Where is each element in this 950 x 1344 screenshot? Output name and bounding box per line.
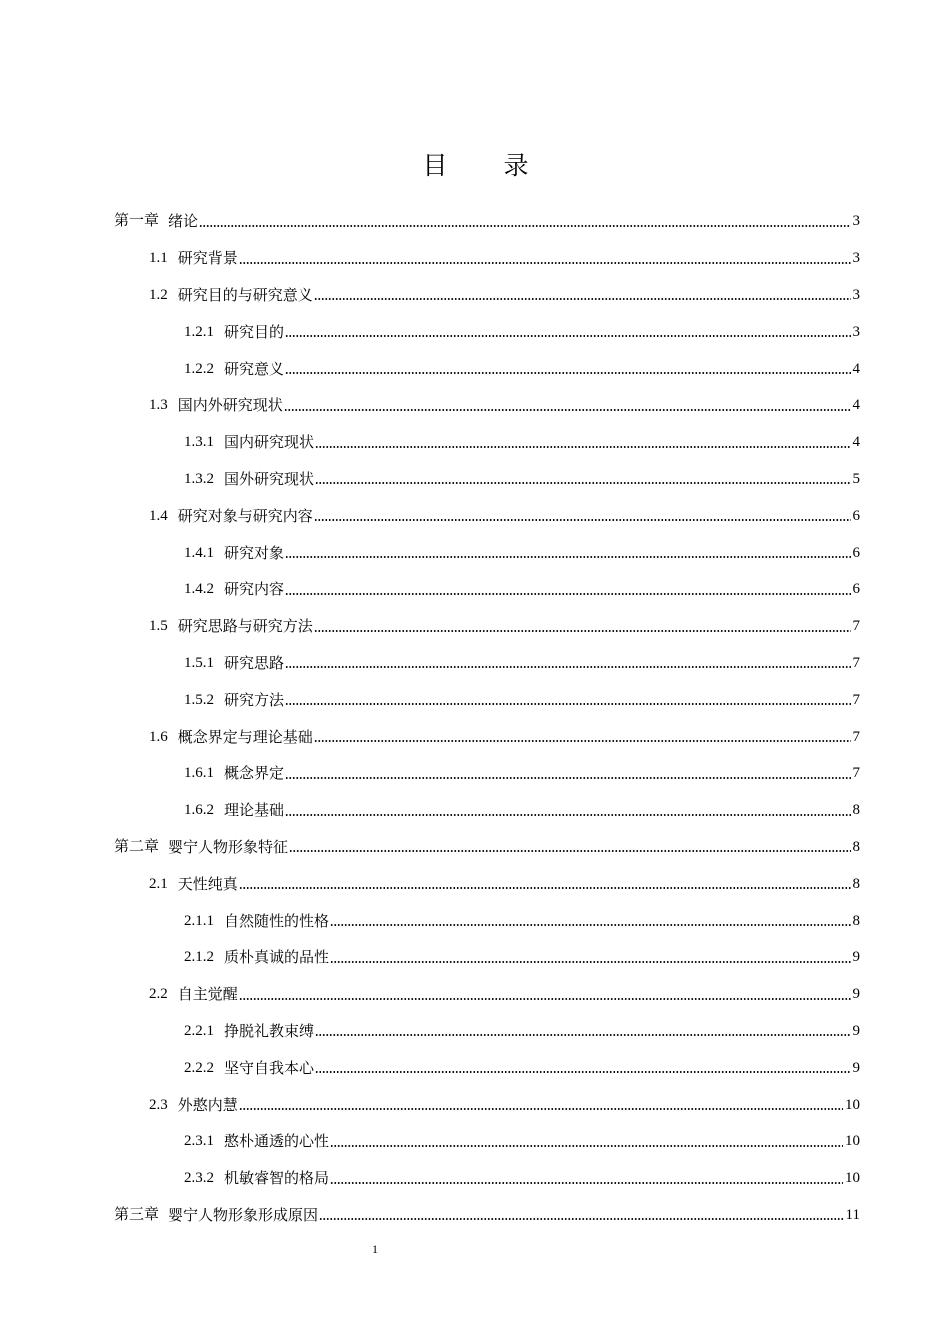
toc-entry-title: 研究背景	[177, 249, 238, 268]
toc-entry-number: 1.1	[149, 250, 168, 267]
toc-entry[interactable]	[0, 976, 950, 1013]
toc-entry-title: 绪论	[168, 212, 199, 231]
toc-entry-number: 2.1.1	[184, 912, 214, 929]
toc-entry-title: 研究对象与研究内容	[177, 506, 313, 525]
toc-entry-page: 9	[852, 949, 860, 966]
dot-leader	[289, 849, 850, 853]
toc-entry-title: 理论基础	[224, 801, 285, 820]
dot-leader	[285, 592, 850, 596]
toc-entry[interactable]	[0, 829, 950, 866]
toc-entry-page: 7	[852, 618, 860, 635]
toc-entry-page: 8	[852, 838, 860, 855]
toc-entry[interactable]	[0, 571, 950, 608]
toc-entry[interactable]	[0, 461, 950, 498]
toc-entry-page: 5	[852, 470, 860, 487]
toc-entry-page: 3	[852, 323, 860, 340]
toc-entry-page: 8	[852, 912, 860, 929]
toc-entry-title: 天性纯真	[177, 874, 238, 893]
toc-entry-title: 坚守自我本心	[224, 1058, 315, 1077]
toc-entry-number: 第一章	[114, 213, 160, 230]
toc-entry-page: 3	[852, 213, 860, 230]
dot-leader	[285, 702, 850, 706]
toc-entry[interactable]	[0, 203, 950, 240]
dot-leader	[284, 408, 851, 412]
dot-leader	[330, 1144, 843, 1148]
toc-entry[interactable]	[0, 1049, 950, 1086]
toc-entry-page: 9	[852, 986, 860, 1003]
toc-entry-page: 8	[852, 875, 860, 892]
toc-entry-title: 研究目的	[224, 322, 285, 341]
toc-entry-title: 挣脱礼教束缚	[224, 1021, 315, 1040]
toc-entry-page: 8	[852, 802, 860, 819]
toc-entry-title: 外憨内慧	[177, 1095, 238, 1114]
toc-entry-page: 4	[852, 434, 860, 451]
toc-entry-title: 研究方法	[224, 690, 285, 709]
toc-entry-title: 概念界定与理论基础	[177, 727, 313, 746]
dot-leader	[239, 886, 851, 890]
page-number: 1	[372, 1242, 378, 1256]
toc-entry[interactable]	[0, 534, 950, 571]
toc-entry-number: 1.2.2	[184, 360, 214, 377]
dot-leader	[330, 1181, 843, 1185]
dot-leader	[315, 445, 850, 449]
toc-entry-page: 10	[845, 1133, 860, 1150]
toc-entry-number: 2.3	[149, 1096, 168, 1113]
toc-entry[interactable]	[0, 497, 950, 534]
toc-entry-page: 3	[852, 250, 860, 267]
toc-entry-title: 机敏睿智的格局	[224, 1169, 330, 1188]
dot-leader	[239, 1107, 843, 1111]
toc-entry[interactable]	[0, 902, 950, 939]
dot-leader	[239, 261, 851, 265]
toc-entry-page: 11	[845, 1206, 860, 1223]
dot-leader	[285, 813, 850, 817]
dot-leader	[314, 518, 851, 522]
dot-leader	[319, 1217, 844, 1221]
dot-leader	[285, 665, 850, 669]
toc-entry-number: 1.2.1	[184, 323, 214, 340]
toc-entry-title: 自然随性的性格	[224, 911, 330, 930]
toc-entry[interactable]	[0, 1123, 950, 1160]
toc-entry-page: 10	[845, 1096, 860, 1113]
dot-leader	[199, 224, 850, 228]
toc-entry-page: 6	[852, 507, 860, 524]
dot-leader	[315, 1070, 850, 1074]
toc-entry-page: 7	[852, 691, 860, 708]
toc-entry-title: 研究目的与研究意义	[177, 285, 313, 304]
toc-entry[interactable]	[0, 865, 950, 902]
toc-entry-number: 1.6	[149, 728, 168, 745]
toc-entry-number: 2.2	[149, 986, 168, 1003]
toc-entry-page: 9	[852, 1022, 860, 1039]
toc-entry[interactable]	[0, 681, 950, 718]
toc-entry-number: 1.2	[149, 286, 168, 303]
toc-entry-title: 国内外研究现状	[177, 396, 283, 415]
toc-entry-number: 1.4.1	[184, 544, 214, 561]
toc-entry-page: 4	[852, 360, 860, 377]
toc-entry-page: 4	[852, 397, 860, 414]
dot-leader	[314, 739, 851, 743]
toc-entry[interactable]	[0, 240, 950, 277]
toc-title: 目 录	[422, 151, 553, 180]
toc-entry-number: 1.4.2	[184, 581, 214, 598]
toc-entry[interactable]	[0, 350, 950, 387]
toc-entry-number: 1.4	[149, 507, 168, 524]
dot-leader	[285, 371, 850, 375]
toc-entry-page: 7	[852, 728, 860, 745]
dot-leader	[330, 923, 850, 927]
toc-entry-title: 研究思路	[224, 653, 285, 672]
toc-entry[interactable]	[0, 939, 950, 976]
toc-entry[interactable]	[0, 277, 950, 314]
toc-entry-title: 研究对象	[224, 543, 285, 562]
toc-entry[interactable]	[0, 387, 950, 424]
toc-entry[interactable]	[0, 608, 950, 645]
toc-entry-page: 7	[852, 654, 860, 671]
dot-leader	[330, 960, 850, 964]
toc-entry[interactable]	[0, 718, 950, 755]
toc-entry-number: 1.5.2	[184, 691, 214, 708]
dot-leader	[314, 297, 851, 301]
dot-leader	[285, 776, 850, 780]
toc-entry-number: 1.6.2	[184, 802, 214, 819]
toc-entry[interactable]	[0, 313, 950, 350]
dot-leader	[315, 1033, 850, 1037]
toc-entry-title: 婴宁人物形象形成原因	[168, 1205, 319, 1224]
toc-entry-title: 研究内容	[224, 580, 285, 599]
toc-entry[interactable]	[0, 1013, 950, 1050]
toc-entry-page: 6	[852, 581, 860, 598]
toc-entry-title: 概念界定	[224, 764, 285, 783]
toc-entry-page: 7	[852, 765, 860, 782]
toc-entry-page: 6	[852, 544, 860, 561]
toc-entry[interactable]	[0, 1197, 950, 1234]
toc-entry-number: 1.3	[149, 397, 168, 414]
toc-entry[interactable]	[0, 1160, 950, 1197]
dot-leader	[315, 481, 850, 485]
toc-entry-number: 1.5.1	[184, 654, 214, 671]
toc-entry-number: 1.5	[149, 618, 168, 635]
dot-leader	[285, 555, 850, 559]
toc-entry-number: 2.2.1	[184, 1022, 214, 1039]
toc-entry-page: 10	[845, 1170, 860, 1187]
toc-entry[interactable]	[0, 755, 950, 792]
toc-entry-number: 2.3.1	[184, 1133, 214, 1150]
toc-entry-title: 婴宁人物形象特征	[168, 837, 289, 856]
table-of-contents	[0, 203, 950, 1233]
toc-entry-number: 2.3.2	[184, 1170, 214, 1187]
toc-entry[interactable]	[0, 1086, 950, 1123]
toc-entry-title: 国内研究现状	[224, 433, 315, 452]
toc-entry[interactable]	[0, 424, 950, 461]
toc-entry[interactable]	[0, 792, 950, 829]
toc-entry-number: 1.3.2	[184, 470, 214, 487]
toc-entry-number: 1.3.1	[184, 434, 214, 451]
toc-entry-number: 1.6.1	[184, 765, 214, 782]
toc-entry-number: 第三章	[114, 1206, 160, 1223]
toc-entry-number: 2.1	[149, 875, 168, 892]
toc-entry-page: 3	[852, 286, 860, 303]
dot-leader	[239, 997, 851, 1001]
toc-entry-page: 9	[852, 1059, 860, 1076]
toc-entry-title: 自主觉醒	[177, 985, 238, 1004]
toc-entry-number: 第二章	[114, 838, 160, 855]
toc-entry-title: 憨朴通透的心性	[224, 1132, 330, 1151]
toc-entry[interactable]	[0, 645, 950, 682]
toc-entry-title: 研究思路与研究方法	[177, 617, 313, 636]
dot-leader	[285, 334, 850, 338]
toc-entry-title: 质朴真诚的品性	[224, 948, 330, 967]
toc-entry-title: 国外研究现状	[224, 469, 315, 488]
toc-entry-number: 2.1.2	[184, 949, 214, 966]
toc-entry-number: 2.2.2	[184, 1059, 214, 1076]
toc-entry-title: 研究意义	[224, 359, 285, 378]
dot-leader	[314, 629, 851, 633]
